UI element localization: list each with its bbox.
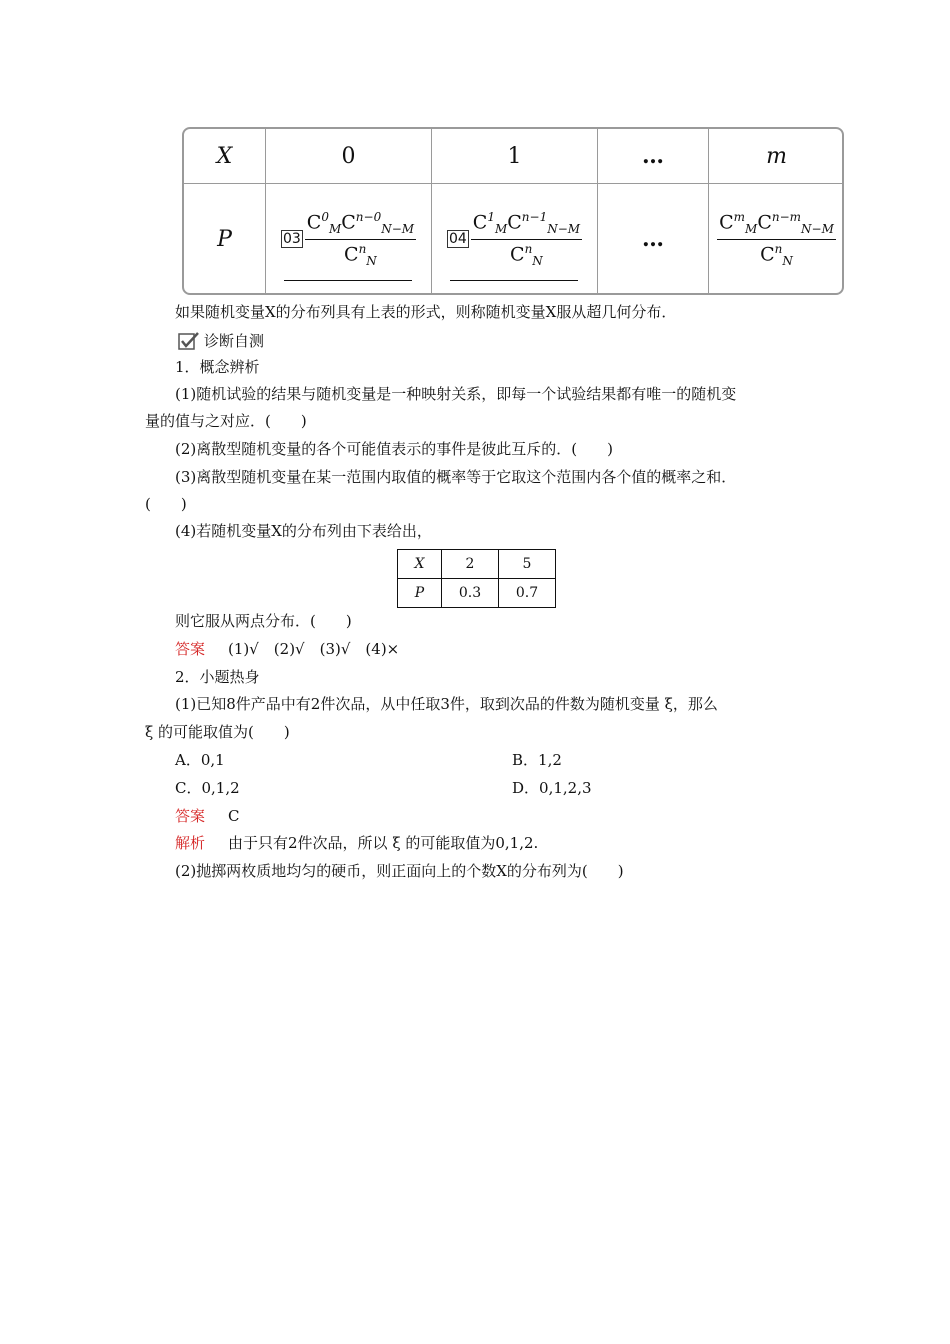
q1-item3-line1: (3)离散型随机变量在某一范围内取值的概率等于它取这个范围内各个值的概率之和． bbox=[175, 468, 737, 486]
table-cell: 0.3 bbox=[442, 579, 499, 608]
q1-item3-line2: ( ) bbox=[145, 495, 187, 513]
q2-item1-line1: (1)已知8件产品中有2件次品，从中任取3件，取到次品的件数为随机变量 ξ，那么 bbox=[175, 695, 718, 713]
q1-answer: (1)√ (2)√ (3)√ (4)× bbox=[228, 640, 400, 658]
q1-item4-end: 则它服从两点分布．( ) bbox=[175, 612, 352, 630]
row-label-p: P bbox=[217, 226, 232, 252]
header-dots: … bbox=[642, 143, 664, 169]
table-cell: 0.7 bbox=[499, 579, 556, 608]
table-row bbox=[398, 579, 556, 608]
cell-dots: … bbox=[642, 226, 664, 252]
answer-label: 答案 bbox=[175, 807, 206, 825]
cell-p1 bbox=[432, 184, 597, 294]
self-test-check-icon bbox=[178, 331, 200, 351]
formula-pm: $\frac{C^m_MC^{n-m}_{N-M}}{C^n_N}$ bbox=[719, 210, 834, 268]
answer-blank-line bbox=[450, 280, 578, 281]
formula-p0: $\frac{C^0_MC^{n-0}_{N-M}}{C^n_N}$ bbox=[306, 210, 415, 268]
two-point-table bbox=[397, 549, 556, 608]
distribution-table bbox=[182, 127, 844, 295]
header-1: 1 bbox=[507, 143, 522, 169]
table-cell: P bbox=[398, 579, 442, 608]
table-row bbox=[398, 550, 556, 579]
blank-number-03: 03 bbox=[282, 231, 301, 247]
cell-p0 bbox=[266, 184, 431, 294]
q1-item1-line2: 量的值与之对应．( ) bbox=[145, 412, 307, 430]
formula-p1: $\frac{C^1_MC^{n-1}_{N-M}}{C^n_N}$ bbox=[472, 210, 581, 268]
analysis-label: 解析 bbox=[175, 834, 206, 852]
header-x: X bbox=[216, 143, 233, 169]
q2-analysis: 由于只有2件次品，所以 ξ 的可能取值为0,1,2. bbox=[228, 834, 539, 852]
cell-pm bbox=[709, 184, 844, 294]
option-b: B．1,2 bbox=[512, 751, 562, 769]
table-cell: X bbox=[398, 550, 442, 579]
table-cell: 5 bbox=[499, 550, 556, 579]
q1-item1-line1: (1)随机试验的结果与随机变量是一种映射关系，即每一个试验结果都有唯一的随机变 bbox=[175, 385, 737, 403]
q2-title: 2．小题热身 bbox=[175, 668, 260, 686]
answer-label: 答案 bbox=[175, 640, 206, 658]
option-a: A．0,1 bbox=[175, 751, 225, 769]
header-m: m bbox=[766, 143, 787, 169]
q2-item1-line2: ξ 的可能取值为( ) bbox=[145, 723, 290, 741]
table-cell: 2 bbox=[442, 550, 499, 579]
q2-item2: (2)抛掷两枚质地均匀的硬币，则正面向上的个数X的分布列为( ) bbox=[175, 862, 624, 880]
option-d: D．0,1,2,3 bbox=[512, 779, 592, 797]
q2-answer: C bbox=[228, 807, 240, 825]
definition-text: 如果随机变量X的分布列具有上表的形式，则称随机变量X服从超几何分布． bbox=[175, 303, 677, 321]
q1-item4: (4)若随机变量X的分布列由下表给出， bbox=[175, 522, 432, 540]
q1-item2: (2)离散型随机变量的各个可能值表示的事件是彼此互斥的．( ) bbox=[175, 440, 613, 458]
option-c: C．0,1,2 bbox=[175, 779, 240, 797]
header-0: 0 bbox=[341, 143, 356, 169]
section-title: 诊断自测 bbox=[204, 332, 265, 350]
blank-number-04: 04 bbox=[448, 231, 467, 247]
q1-title: 1．概念辨析 bbox=[175, 358, 260, 376]
answer-blank-line bbox=[284, 280, 412, 281]
